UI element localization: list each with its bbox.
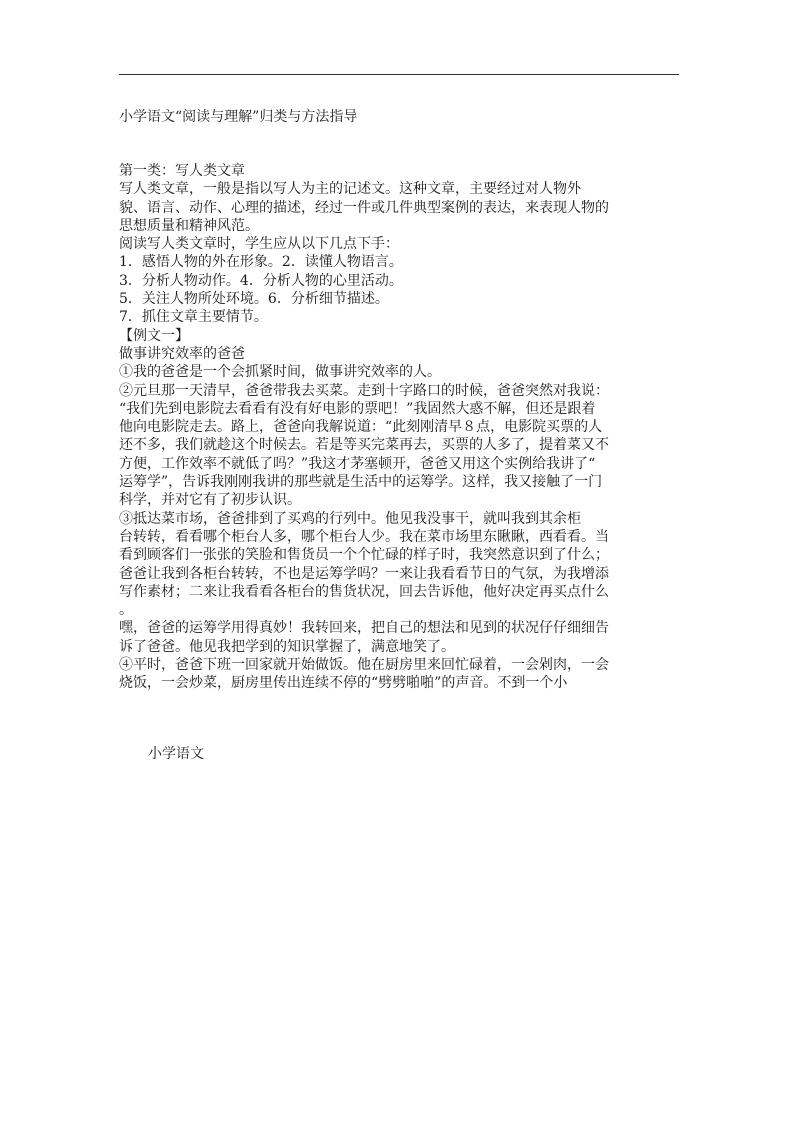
- text-line: 诉了爸爸。他见我把学到的知识掌握了，满意地笑了。: [119, 638, 455, 655]
- text-line: 看到顾客们一张张的笑脸和售货员一个个忙碌的样子时，我突然意识到了什么；: [119, 547, 609, 564]
- text-line: 阅读写人类文章时，学生应从以下几点下手：: [119, 236, 399, 253]
- text-line: 写作素材；二来让我看看各柜台的售货状况，回去告诉他，他好决定再买点什么: [119, 583, 609, 600]
- document-title: 小学语文“阅读与理解”归类与方法指导: [119, 109, 358, 125]
- text-line: 7．抓住文章主要情节。: [119, 309, 268, 326]
- text-line: 5．关注人物所处环境。6．分析细节描述。: [119, 291, 389, 308]
- text-line: ④平时，爸爸下班一回家就开始做饭。他在厨房里来回忙碌着，一会剁肉，一会: [119, 657, 609, 674]
- document-body: [119, 162, 679, 693]
- text-line: 还不多，我们就趁这个时候去。若是等买完菜再去，买票的人多了，提着菜又不: [119, 437, 609, 454]
- text-line: 嘿，爸爸的运筹学用得真妙！我转回来，把自己的想法和见到的状况仔仔细细告: [119, 620, 609, 637]
- text-line: 做事讲究效率的爸爸: [119, 345, 245, 362]
- text-line: 思想质量和精神风范。: [119, 217, 259, 234]
- text-line: 1．感悟人物的外在形象。2．读懂人物语言。: [119, 254, 403, 271]
- text-line: “我们先到电影院去看看有没有好电影的票吧！”我固然大惑不解，但还是跟着: [119, 400, 596, 417]
- page-footer: 小学语文: [148, 746, 204, 762]
- text-line: ①我的爸爸是一个会抓紧时间，做事讲究效率的人。: [119, 364, 441, 381]
- text-line: 写人类文章，一般是指以写人为主的记述文。这种文章，主要经过对人物外: [119, 181, 581, 198]
- text-line: ③抵达菜市场，爸爸排到了买鸡的行列中。他见我没事干，就叫我到其余柜: [119, 510, 581, 527]
- text-line: 爸爸让我到各柜台转转，不也是运筹学吗？一来让我看看节日的气氛，为我增添: [119, 565, 609, 582]
- text-line: 科学，并对它有了初步认识。: [119, 492, 301, 509]
- text-line: ②元旦那一天清早，爸爸带我去买菜。走到十字路口的时候，爸爸突然对我说：: [119, 382, 609, 399]
- text-line: 【例文一】: [119, 327, 189, 344]
- text-line: 他向电影院走去。路上，爸爸向我解说道：“此刻刚清早８点，电影院买票的人: [119, 419, 603, 436]
- text-line: 貌、语言、动作、心理的描述，经过一件或几件典型案例的表达，来表现人物的: [119, 199, 609, 216]
- text-line: 。: [119, 602, 133, 619]
- text-line: 运筹学”，告诉我刚刚我讲的那些就是生活中的运筹学。这样，我又接触了一门: [119, 474, 603, 491]
- text-line: 第一类：写人类文章: [119, 163, 245, 179]
- header-rule: [119, 74, 679, 75]
- text-line: 台转转，看看哪个柜台人多，哪个柜台人少。我在菜市场里东瞅瞅，西看看。当: [119, 528, 609, 545]
- text-line: 3．分析人物动作。4．分析人物的心里活动。: [119, 272, 403, 289]
- text-line: 方便，工作效率不就低了吗？”我这才茅塞顿开，爸爸又用这个实例给我讲了“: [119, 455, 596, 472]
- text-line: 烧饭，一会炒菜，厨房里传出连续不停的“劈劈啪啪”的声音。不到一个小: [119, 675, 568, 692]
